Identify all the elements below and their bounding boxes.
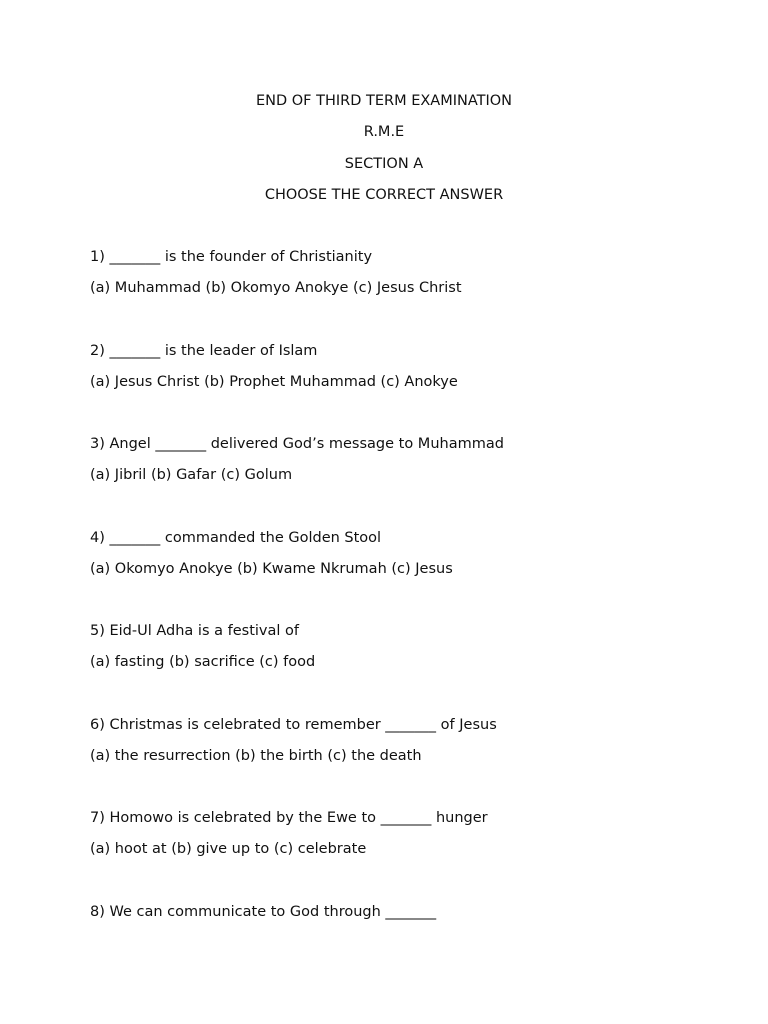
question-options: (a) Muhammad (b) Okomyo Anokye (c) Jesus Christ — [90, 280, 462, 297]
exam-title: END OF THIRD TERM EXAMINATION — [255, 93, 513, 109]
question-8 — [90, 902, 730, 996]
question-options: (a) Jesus Christ (b) Prophet Muhammad (c) Anokye — [90, 373, 458, 390]
subject-title: R.M.E — [363, 124, 405, 141]
question-options: (a) fasting (b) sacrifice (c) food — [90, 654, 316, 671]
question-text: 3) Angel _______ delivered God’s message to Muhammad — [90, 436, 504, 452]
question-2 — [90, 341, 730, 435]
instructions: CHOOSE THE CORRECT ANSWER — [264, 186, 504, 203]
question-text: 1) _______ is the founder of Christianity — [90, 249, 373, 265]
question-6 — [90, 715, 730, 809]
question-text: 7) Homowo is celebrated by the Ewe to _______ hunger — [90, 810, 488, 826]
question-3 — [90, 434, 730, 528]
question-text: 5) Eid-Ul Adha is a festival of — [90, 623, 299, 639]
question-options: (a) Jibril (b) Gafar (c) Golum — [90, 467, 293, 484]
question-options: (a) the resurrection (b) the birth (c) the death — [90, 747, 422, 764]
exam-header — [0, 91, 768, 216]
question-1 — [90, 247, 730, 341]
question-text: 6) Christmas is celebrated to remember _______ of Jesus — [90, 716, 497, 733]
question-5 — [90, 621, 730, 715]
question-text: 4) _______ commanded the Golden Stool — [90, 529, 382, 546]
question-list — [90, 247, 730, 995]
question-text: 2) _______ is the leader of Islam — [90, 342, 318, 359]
question-options — [90, 933, 730, 964]
question-text: 8) We can communicate to God through _______ — [90, 903, 437, 920]
question-4 — [90, 528, 730, 622]
question-options: (a) Okomyo Anokye (b) Kwame Nkrumah (c) Jesus — [90, 560, 453, 577]
section-title: SECTION A — [344, 155, 424, 172]
question-options: (a) hoot at (b) give up to (c) celebrate — [90, 841, 367, 858]
question-7 — [90, 808, 730, 902]
